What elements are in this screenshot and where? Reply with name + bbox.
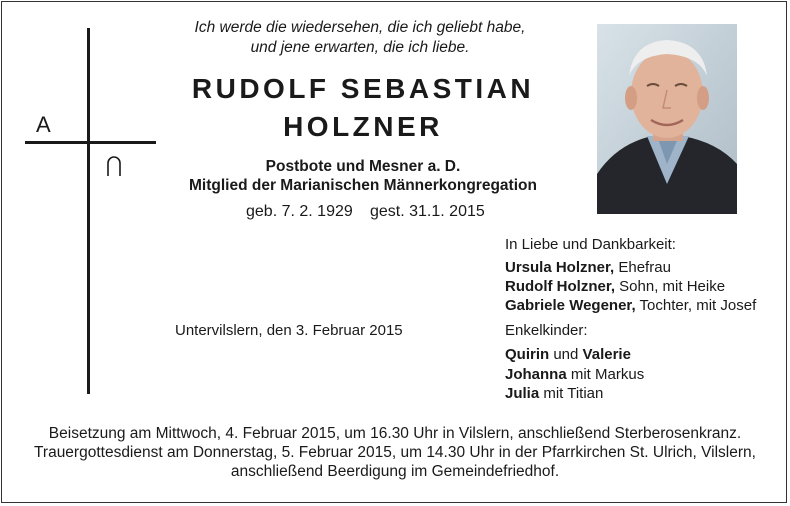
funeral-info-line-3: anschließend Beerdigung im Gemeindefriedhof. (230, 463, 560, 480)
cross-vertical-beam (87, 28, 90, 394)
omega-icon (105, 154, 123, 178)
family-member-name: Ursula Holzner, (505, 259, 615, 276)
deceased-name-line-2: HOLZNER (283, 111, 443, 142)
funeral-info-line-1: Beisetzung am Mittwoch, 4. Februar 2015, um 16.30 Uhr in Vilslern, anschließend Sterberosenkranz. (48, 425, 742, 442)
cross-horizontal-beam (25, 141, 156, 144)
family-member-relation: Sohn, mit Heike (615, 278, 726, 295)
grandchildren-label: Enkelkinder: (505, 322, 588, 339)
grandchild-row (505, 385, 603, 403)
family-member-row (505, 278, 725, 296)
occupation-line-1: Postbote und Mesner a. D. (265, 158, 461, 175)
grandchild-partner: mit Titian (539, 385, 604, 402)
place-and-date: Untervilslern, den 3. Februar 2015 (175, 322, 403, 339)
family-member-row (505, 259, 671, 277)
alpha-symbol: A (36, 112, 51, 137)
grandchild-name: Valerie (582, 346, 631, 363)
grandchild-name: Julia (505, 385, 540, 402)
funeral-info-line-2: Trauergottesdienst am Donnerstag, 5. Februar 2015, um 14.30 Uhr in der Pfarrkirchen St. Ulrich, Vilslern, (34, 444, 756, 461)
occupation-line-2: Mitglied der Marianischen Männerkongregation (189, 177, 537, 194)
family-member-name: Rudolf Holzner, (505, 278, 615, 295)
grandchild-connector: und (549, 346, 583, 363)
mourners-intro: In Liebe und Dankbarkeit: (505, 236, 676, 253)
portrait-image (597, 24, 737, 214)
family-member-row (505, 297, 756, 315)
grandchild-row (505, 366, 644, 384)
grandchild-partner: mit Markus (566, 366, 645, 383)
death-date: gest. 31.1. 2015 (370, 203, 485, 220)
grandchild-name: Quirin (505, 346, 550, 363)
portrait-photo (597, 24, 737, 214)
grandchild-row (505, 346, 631, 364)
quote-line-1: Ich werde die wiedersehen, die ich geliebt habe, (194, 19, 526, 36)
family-member-name: Gabriele Wegener, (505, 297, 636, 314)
family-member-relation: Ehefrau (614, 259, 671, 276)
family-member-relation: Tochter, mit Josef (635, 297, 757, 314)
birth-date: geb. 7. 2. 1929 (246, 203, 353, 220)
quote-line-2: und jene erwarten, die ich liebe. (250, 39, 470, 56)
deceased-name-line-1: RUDOLF SEBASTIAN (191, 73, 535, 104)
omega-symbol (105, 154, 123, 182)
grandchild-name: Johanna (505, 366, 567, 383)
